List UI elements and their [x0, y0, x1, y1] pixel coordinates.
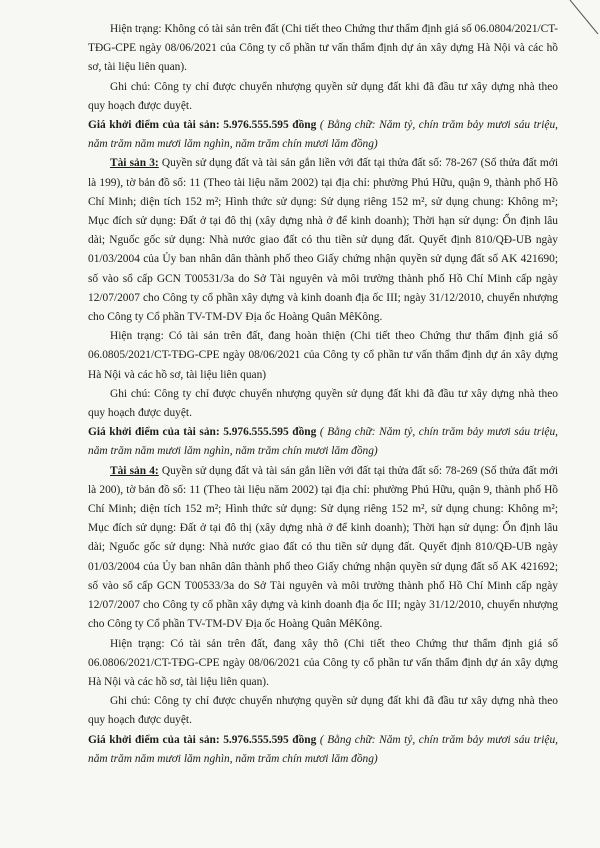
asset3-price-label: Giá khởi điểm của tài sản: 5.976.555.595 đồng: [88, 426, 317, 439]
asset4-status: Hiện trạng: Có tài sản trên đất, đang xây thô (Chi tiết theo Chứng thư thẩm định giá số 06.0806/2021/CT-TĐG-CPE ngày 08/06/2021 của Công ty cổ phần tư vấn thẩm định dự án xây dựng Hà Nội và các hồ sơ, tài liệu liên quan).: [88, 637, 558, 688]
asset4-paragraph: [88, 462, 558, 635]
asset4-price-words: ( Bằng chữ: Năm tỷ, chín trăm bảy mươi sáu triệu, năm trăm năm mươi lăm nghìn, năm trăm chín mươi lăm đồng): [88, 733, 558, 765]
asset2-price-label: Giá khởi điểm của tài sản: 5.976.555.595 đồng: [88, 119, 317, 132]
document-page: [88, 20, 558, 769]
asset3-price-words: ( Bằng chữ: Năm tỷ, chín trăm bảy mươi sáu triệu, năm trăm năm mươi lăm nghìn, năm trăm chín mươi lăm đồng): [88, 426, 558, 458]
folded-corner-mark: [560, 0, 600, 40]
asset4-desc: Quyền sử dụng đất và tài sản gắn liền với đất tại thửa đất số: 78-269 (Số thửa đất mới là 200), tờ bản đồ số: 11 (Theo tài liệu năm 2002) tại địa chỉ: phường Phú Hữu, quận 9, thành phố Hồ Chí Minh; diện tích 152 m²; Hình thức sử dụng: Sử dụng riêng 152 m², sử dụng chung: Không m²; Mục đích sử dụng: Đất ở tại đô thị (xây dựng nhà ở để kinh doanh); Thời hạn sử dụng: Ổn định lâu dài; Nguốc gốc sử dụng: Nhà nước giao đất có thu tiền sử dụng đất. Quyết định 810/QĐ-UB ngày 01/03/2004 của Ủy ban nhân dân thành phố theo Giấy chứng nhận quyền sử dụng đất số AK 421692; số vào sổ cấp GCN T00533/3a do Sở Tài nguyên và môi trường thành phố Hồ Chí Minh cấp ngày 12/07/2007 cho Công ty cổ phần xây dựng và kinh doanh địa ốc III; ngày 31/12/2010, chuyển nhượng cho Công ty Cổ phần TV-TM-DV Địa ốc Hoàng Quân MêKông.: [88, 464, 558, 631]
asset4-title: Tài sản 4:: [110, 464, 159, 477]
asset3-paragraph: [88, 154, 558, 327]
asset4-price: [88, 731, 558, 769]
asset3-note: Ghi chú: Công ty chỉ được chuyển nhượng quyền sử dụng đất khi đã đầu tư xây dựng nhà theo quy hoạch được duyệt.: [88, 387, 558, 420]
asset2-status: Hiện trạng: Không có tài sản trên đất (Chi tiết theo Chứng thư thẩm định giá số 06.0804/2021/CT-TĐG-CPE ngày 08/06/2021 của Công ty cổ phần tư vấn thẩm định dự án xây dựng Hà Nội và các hồ sơ, tài liệu liên quan).: [88, 23, 558, 74]
asset2-price-words: ( Bằng chữ: Năm tỷ, chín trăm bảy mươi sáu triệu, năm trăm năm mươi lăm nghìn, năm trăm chín mươi lăm đồng): [88, 119, 558, 151]
asset4-price-label: Giá khởi điểm của tài sản: 5.976.555.595 đồng: [88, 733, 317, 746]
asset3-title: Tài sản 3:: [110, 157, 159, 170]
asset3-status: Hiện trạng: Có tài sản trên đất, đang hoàn thiện (Chi tiết theo Chứng thư thẩm định giá số 06.0805/2021/CT-TĐG-CPE ngày 08/06/2021 của Công ty cổ phần tư vấn thẩm định dự án xây dựng Hà Nội và các hồ sơ, tài liệu liên quan): [88, 330, 558, 381]
asset2-note: Ghi chú: Công ty chỉ được chuyển nhượng quyền sử dụng đất khi đã đầu tư xây dựng nhà theo quy hoạch được duyệt.: [88, 80, 558, 112]
asset2-price: [88, 116, 558, 154]
asset3-price: [88, 423, 558, 461]
asset4-note: Ghi chú: Công ty chỉ được chuyển nhượng quyền sử dụng đất khi đã đầu tư xây dựng nhà theo quy hoạch được duyệt.: [88, 695, 558, 727]
asset3-desc: Quyền sử dụng đất và tài sản gắn liền với đất tại thửa đất số: 78-267 (Số thửa đất mới là 199), tờ bản đồ số: 11 (Theo tài liệu năm 2002) tại địa chỉ: phường Phú Hữu, quận 9, thành phố Hồ Chí Minh; diện tích 152 m²; Hình thức sử dụng: Sử dụng riêng 152 m², sử dụng chung: Không m²; Mục đích sử dụng: Đất ở tại đô thị (xây dựng nhà ở để kinh doanh); Thời hạn sử dụng: Ổn định lâu dài; Nguốc gốc sử dụng: Nhà nước giao đất có thu tiền sử dụng đất. Quyết định 810/QĐ-UB ngày 01/03/2004 của Ủy ban nhân dân thành phố theo Giấy chứng nhận quyền sử dụng đất số AK 421690; số vào sổ cấp GCN T00531/3a do Sở Tài nguyên và môi trường thành phố Hồ Chí Minh cấp ngày 12/07/2007 cho Công ty cổ phần xây dựng và kinh doanh địa ốc III; ngày 31/12/2010, chuyển nhượng cho Công ty Cổ phần TV-TM-DV Địa ốc Hoàng Quân MêKông.: [88, 157, 558, 324]
